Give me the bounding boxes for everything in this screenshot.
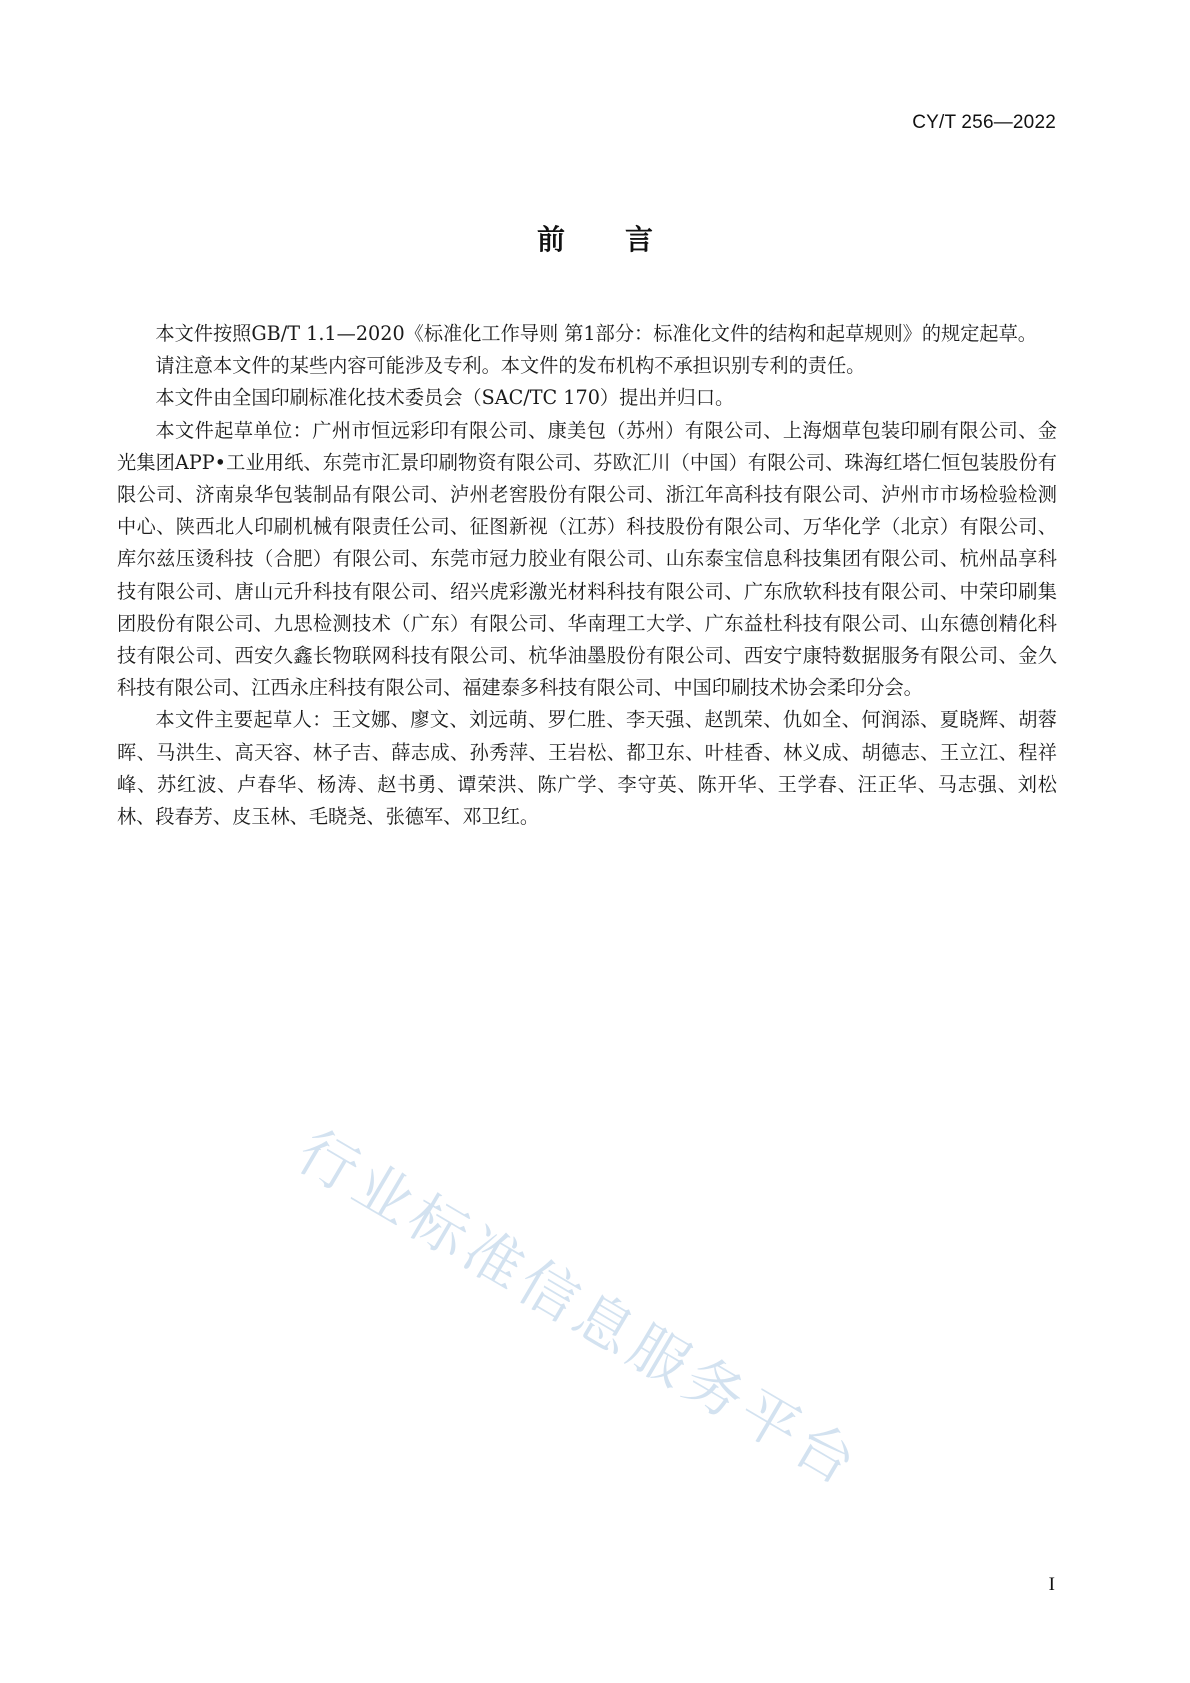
document-body	[117, 318, 1057, 833]
paragraph-drafting-units: 本文件起草单位：广州市恒远彩印有限公司、康美包（苏州）有限公司、上海烟草包装印刷有限公司、金光集团APP•工业用纸、东莞市汇景印刷物资有限公司、芬欧汇川（中国）有限公司、珠海红塔仁恒包装股份有限公司、济南泉华包装制品有限公司、泸州老窖股份有限公司、浙江年高科技有限公司、泸州市市场检验检测中心、陕西北人印刷机械有限责任公司、征图新视（江苏）科技股份有限公司、万华化学（北京）有限公司、库尔兹压烫科技（合肥）有限公司、东莞市冠力胶业有限公司、山东泰宝信息科技集团有限公司、杭州品享科技有限公司、唐山元升科技有限公司、绍兴虎彩激光材料科技有限公司、广东欣软科技有限公司、中荣印刷集团股份有限公司、九思检测技术（广东）有限公司、华南理工大学、广东益杜科技有限公司、山东德创精化科技有限公司、西安久鑫长物联网科技有限公司、杭华油墨股份有限公司、西安宁康特数据服务有限公司、金久科技有限公司、江西永庄科技有限公司、福建泰多科技有限公司、中国印刷技术协会柔印分会。	[117, 418, 1057, 700]
standard-code: CY/T 256—2022	[912, 112, 1056, 133]
watermark: 行业标准信息服务平台	[286, 1117, 873, 1501]
paragraph-drafting-rules: 本文件按照GB/T 1.1—2020《标准化工作导则 第1部分：标准化文件的结构和起草规则》的规定起草。	[155, 322, 1037, 345]
page-title: 前言	[536, 223, 713, 256]
paragraph-drafters: 本文件主要起草人：王文娜、廖文、刘远萌、罗仁胜、李天强、赵凯荣、仇如全、何润添、夏晓辉、胡蓉晖、马洪生、高天容、林子吉、薛志成、孙秀萍、王岩松、都卫东、叶桂香、林义成、胡德志、王立江、程祥峰、苏红波、卢春华、杨涛、赵书勇、谭荣洪、陈广学、李守英、陈开华、王学春、汪正华、马志强、刘松林、段春芳、皮玉林、毛晓尧、张德军、邓卫红。	[117, 708, 1057, 829]
paragraph-patent-notice: 请注意本文件的某些内容可能涉及专利。本文件的发布机构不承担识别专利的责任。	[155, 354, 866, 378]
paragraph-proposer: 本文件由全国印刷标准化技术委员会（SAC/TC 170）提出并归口。	[155, 386, 735, 410]
page-number: I	[1048, 1574, 1055, 1595]
